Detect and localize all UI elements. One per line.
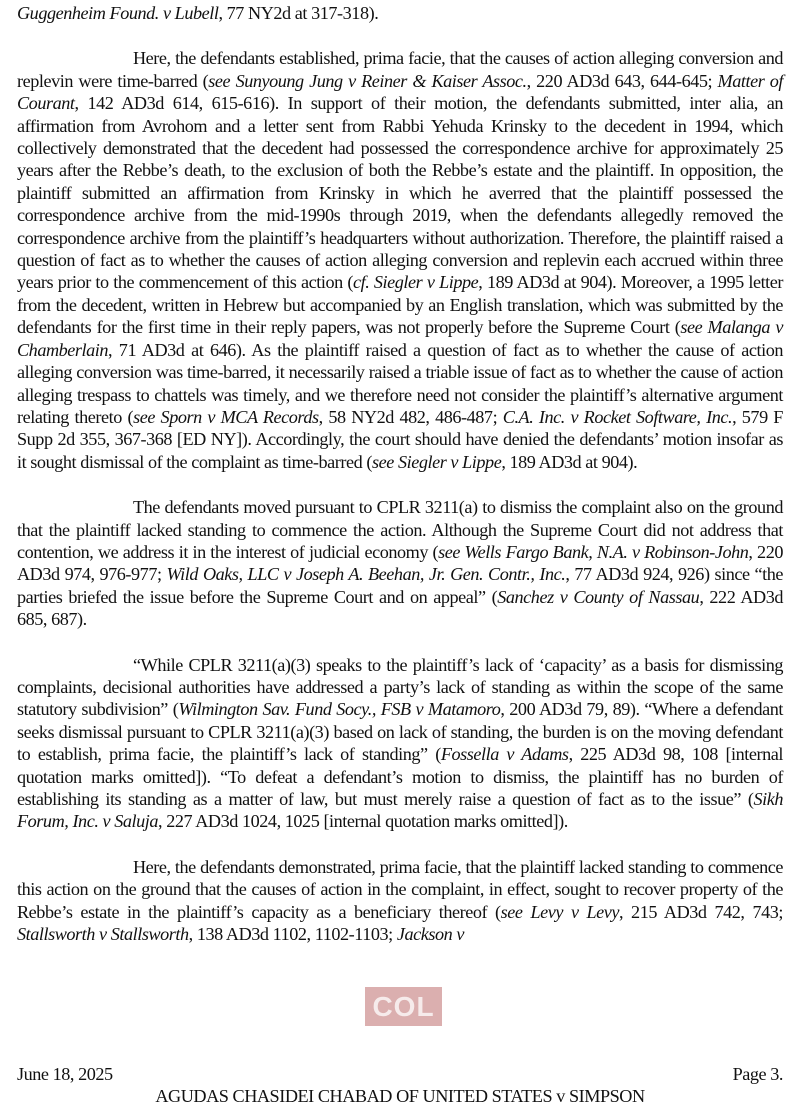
body-text: , 77 AD3d 924, 926) since “the parties briefed the issue before the Supreme Court and on appeal” ( [17, 564, 783, 607]
body-text: , 220 AD3d 643, 644-645; [526, 70, 718, 91]
case-citation: cf. Siegler v Lippe [352, 272, 479, 293]
case-citation: see Malanga v Chamberlain [17, 317, 783, 360]
body-text: “While CPLR 3211(a)(3) speaks to the plaintiff’s lack of ‘capacity’ as a basis for dismissing complaints, decisional authorities have addressed a party’s lack of standing as within the scope of the same statutory subdivision” ( [17, 654, 783, 720]
case-citation: Wild Oaks, LLC v Joseph A. Beehan, Jr. Gen. Contr., Inc. [166, 564, 566, 585]
body-text: , 189 AD3d at 904). Moreover, a 1995 letter from the decedent, written in Hebrew but accompanied by an English translation, which was submitted by the defendants for the first time in their reply papers, was not properly before the Supreme Court ( [17, 272, 784, 338]
body-text: Here, the defendants demonstrated, prima facie, that the plaintiff lacked standing to commence this action on the ground that the causes of action in the complaint, in effect, sought to recover property of the Rebbe’s estate in the plaintiff’s capacity as a beneficiary thereof ( [17, 856, 783, 922]
paragraph-gap [17, 473, 783, 496]
paragraph [17, 496, 783, 630]
body-text: , 222 AD3d 685, 687). [17, 586, 784, 630]
case-citation: Wilmington Sav. Fund Socy., FSB v Matamoro [178, 699, 501, 720]
watermark-logo [365, 987, 442, 1026]
watermark-text: COL [372, 990, 435, 1022]
body-text: , 71 AD3d at 646). As the plaintiff raised a question of fact as to whether the cause of action alleging conversion was time-barred, it necessarily raised a triable issue of fact as to whether the cause of action alleging trespass to chattels was timely, and we therefore need not consider the plaintiff’s alternative argument relating thereto ( [17, 339, 783, 427]
document-page [17, 2, 783, 945]
paragraph [17, 654, 783, 833]
body-text: , 58 NY2d 482, 486-487; [318, 406, 503, 427]
body-text: , 189 AD3d at 904). [501, 451, 638, 472]
paragraph [17, 856, 783, 946]
case-citation: Stallsworth v Stallsworth [17, 924, 189, 945]
paragraph-gap [17, 24, 783, 47]
case-citation: see Sunyoung Jung v Reiner & Kaiser Assoc. [208, 70, 527, 91]
body-text: , 579 F Supp 2d 355, 367-368 [ED NY]). Accordingly, the court should have denied the defendants’ motion insofar as it sought dismissal of the complaint as time-barred ( [17, 406, 783, 472]
case-citation: Guggenheim Found. v Lubell [17, 3, 219, 23]
case-citation: see Levy v Levy [500, 901, 620, 922]
case-citation: Matter of Courant [17, 70, 783, 114]
case-citation: see Sporn v MCA Records [133, 406, 319, 427]
body-text: Here, the defendants established, prima facie, that the causes of action alleging conversion and replevin were time-barred ( [17, 48, 783, 91]
case-citation: Jackson v [396, 924, 464, 945]
page-number: Page 3. [732, 1064, 783, 1084]
decision-date: June 18, 2025 [17, 1064, 113, 1084]
body-text: , 225 AD3d 98, 108 [internal quotation marks omitted]). “To defeat a defendant’s motion to dismiss, the plaintiff has no burden of establishing its standing as a matter of law, but must merely raise a question of fact as to the issue” ( [17, 744, 784, 809]
body-text: The defendants moved pursuant to CPLR 3211(a) to dismiss the complaint also on the ground that the plaintiff lacked standing to commence the action. Although the Supreme Court did not address that contention, we address it in the interest of judicial economy ( [17, 497, 783, 562]
paragraph-gap [17, 631, 783, 654]
case-title: AGUDAS CHASIDEI CHABAD OF UNITED STATES v SIMPSON [155, 1086, 645, 1107]
body-text: , 138 AD3d 1102, 1102-1103; [188, 924, 397, 945]
footer-row [17, 1063, 783, 1085]
body-text: , 77 NY2d at 317-318). [218, 3, 379, 23]
paragraph [17, 2, 783, 24]
case-citation: C.A. Inc. v Rocket Software, Inc. [502, 406, 733, 427]
body-text: , 142 AD3d 614, 615-616). In support of their motion, the defendants submitted, inter alia, an affirmation from Avrohom and a letter sent from Rabbi Yehuda Krinsky to the decedent in 1994, which collectively demonstrated that the decedent had possessed the correspondence archive for approximately 25 years after the Rebbe’s death, to the exclusion of both the Rebbe’s estate and the plaintiff. In opposition, the plaintiff submitted an affirmation from Krinsky in which he averred that the plaintiff possessed the correspondence archive from the mid-1990s through 2019, when the defendants allegedly removed the correspondence archive from the plaintiff’s headquarters without authorization. Therefore, the plaintiff raised a question of fact as to whether the causes of action alleging conversion and replevin each accrued within three years prior to the commencement of this action ( [17, 93, 783, 293]
case-citation: see Wells Fargo Bank, N.A. v Robinson-John [438, 541, 749, 562]
paragraph-gap [17, 833, 783, 856]
case-citation: Sanchez v County of Nassau [497, 586, 700, 607]
case-citation: Fossella v Adams [440, 744, 569, 765]
body-text: , 227 AD3d 1024, 1025 [internal quotation marks omitted]). [158, 811, 568, 832]
case-citation: see Siegler v Lippe [371, 451, 502, 472]
page-footer [17, 1063, 783, 1108]
body-text: , 215 AD3d 742, 743; [619, 901, 783, 922]
body-text: , 200 AD3d 79, 89). “Where a defendant seeks dismissal pursuant to CPLR 3211(a)(3) based on lack of standing, the burden is on the moving defendant to establish, prima facie, the plaintiff’s lack of standing” ( [17, 699, 783, 765]
case-citation: Sikh Forum, Inc. v Saluja [17, 789, 783, 832]
body-text: , 220 AD3d 974, 976-977; [17, 541, 783, 585]
paragraph [17, 47, 783, 473]
